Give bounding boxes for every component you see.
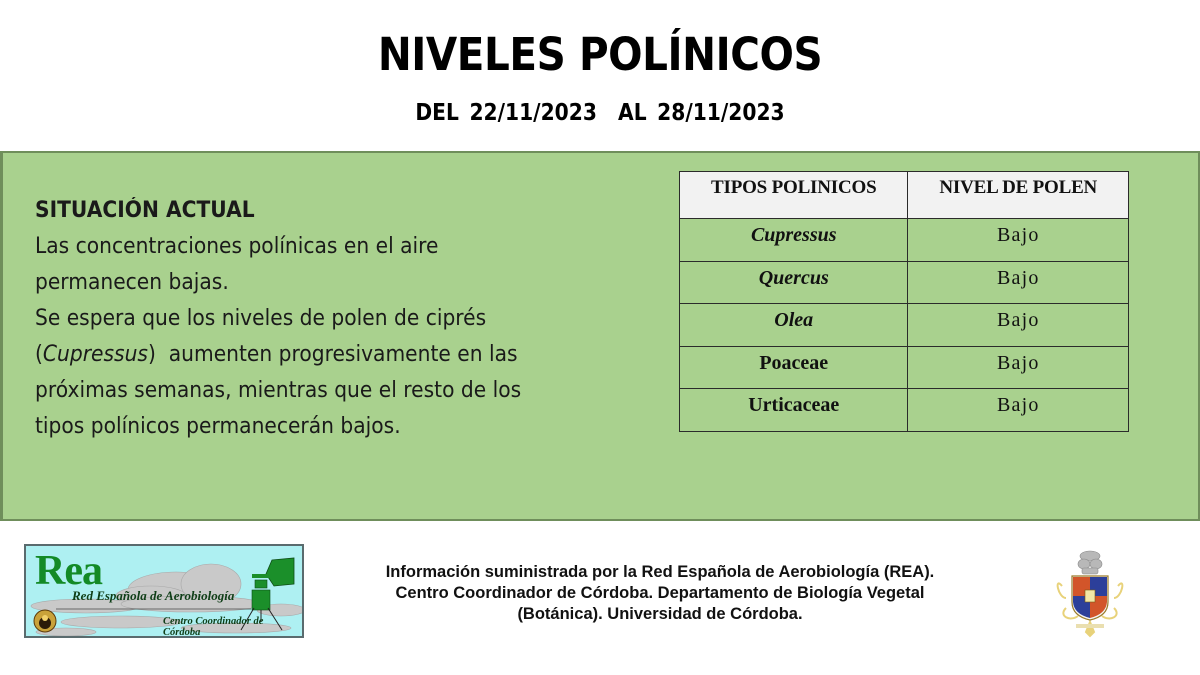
- table-header-row: [680, 172, 1129, 219]
- pollen-level-cell: Bajo: [908, 304, 1129, 347]
- current-situation-section: [35, 193, 655, 445]
- pollen-type-cell: Quercus: [680, 261, 908, 304]
- situation-text-line: permanecen bajas.: [35, 270, 229, 295]
- pollen-level-cell: Bajo: [908, 261, 1129, 304]
- rea-logo: [24, 544, 304, 638]
- paren: ): [147, 342, 156, 367]
- pollen-type-cell: Cupressus: [680, 219, 908, 262]
- column-header-pollen-level: NIVEL DE POLEN: [908, 172, 1129, 219]
- situation-text-line: próximas semanas, mientras que el resto de los: [35, 378, 522, 403]
- pollen-level-cell: Bajo: [908, 389, 1129, 432]
- situation-text-line: tipos polínicos permanecerán bajos.: [35, 414, 401, 439]
- table-row: [680, 219, 1129, 262]
- credits-line: (Botánica). Universidad de Córdoba.: [517, 605, 803, 623]
- table-row: [680, 304, 1129, 347]
- table-row: [680, 346, 1129, 389]
- date-range: DEL 22/11/2023 AL 28/11/2023: [415, 100, 785, 126]
- section-heading: SITUACIÓN ACTUAL: [35, 198, 255, 223]
- rea-logo-centro: Centro Coordinador de Córdoba: [163, 616, 264, 638]
- situation-text-line: Se espera que los niveles de polen de ciprés: [35, 306, 487, 331]
- situation-text-fragment: aumenten progresivamente en las: [168, 342, 518, 367]
- university-crest-icon: [1052, 546, 1128, 638]
- credits-line: Centro Coordinador de Córdoba. Departamento de Biología Vegetal: [395, 584, 925, 602]
- credits-text: [320, 562, 1000, 625]
- table-row: [680, 389, 1129, 432]
- rea-logo-wordmark: Rea: [35, 548, 102, 594]
- pollen-type-cell: Poaceae: [680, 346, 908, 389]
- cupressus-term: Cupressus: [42, 342, 148, 367]
- pollen-level-cell: Bajo: [908, 346, 1129, 389]
- paren: (: [35, 342, 43, 367]
- rea-logo-fullname: Red Española de Aerobiología: [72, 588, 235, 603]
- pollen-levels-table: [679, 171, 1129, 432]
- pollen-level-cell: Bajo: [908, 219, 1129, 262]
- column-header-pollen-type: TIPOS POLINICOS: [680, 172, 908, 219]
- page-title: NIVELES POLÍNICOS: [377, 28, 823, 81]
- pollen-type-cell: Urticaceae: [680, 389, 908, 432]
- credits-line: Información suministrada por la Red Española de Aerobiología (REA).: [385, 563, 935, 581]
- cordoba-emblem-icon: [34, 610, 56, 632]
- situation-text-line: Las concentraciones polínicas en el aire: [35, 234, 439, 259]
- table-row: [680, 261, 1129, 304]
- pollen-type-cell: Olea: [680, 304, 908, 347]
- situation-text-line: [35, 337, 605, 373]
